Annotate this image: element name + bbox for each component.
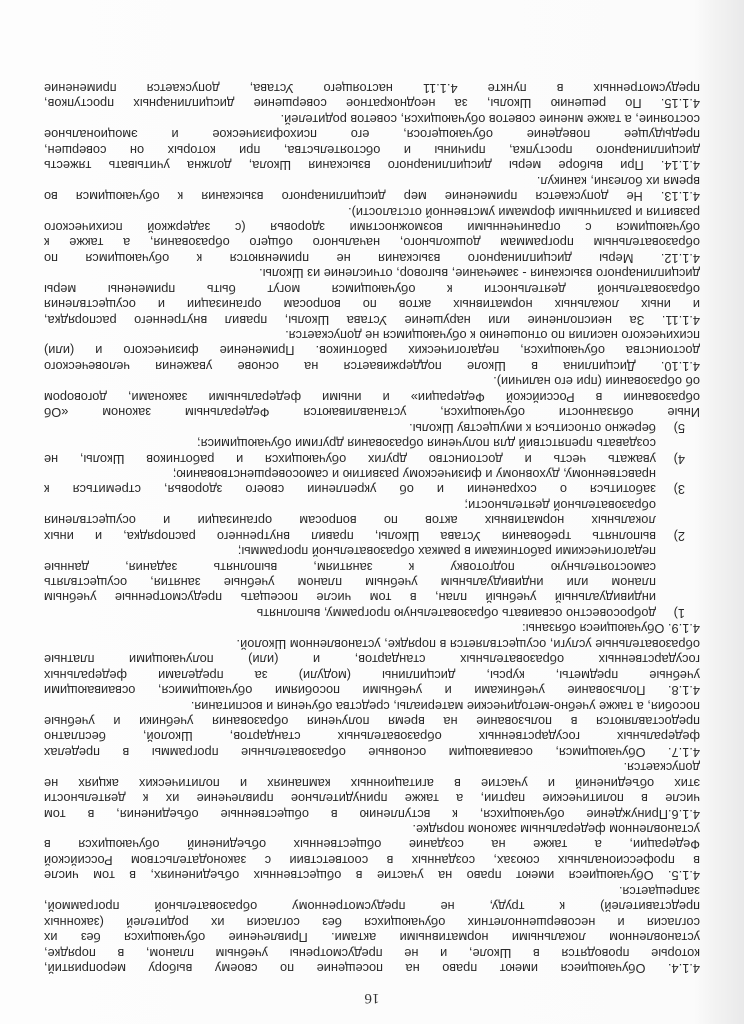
text-line: государственных образовательных стандартов, и (или) получающими платные [44, 652, 700, 668]
text-line [44, 528, 700, 543]
text-line: федеральных государственных образовательных стандартов, Школой, бесплатно [44, 729, 700, 745]
list-number: 2) [673, 528, 685, 544]
list-item-text: уважать честь и достоинство других обучающихся и работников Школы, не [44, 451, 656, 467]
text-line: 4.1.4. Обучающиеся имеют право на посещение по своему выбору мероприятий, [44, 961, 700, 976]
text-line: развития и различными формами умственной отсталости). [348, 204, 700, 220]
text-line: образовательные услуги, осуществляется в порядке, установленном Школой. [236, 636, 700, 652]
text-line: состояние, а также мнение советов обучающихся, советов родителей. [280, 111, 700, 127]
text-line: время их болезни, каникул. [536, 173, 700, 189]
text-line: образовательной деятельности к обучающимся могут быть применены меры [44, 281, 700, 297]
text-line: допускается. [623, 760, 700, 776]
text-line: педагогическими работниками в рамках образовательной программы; [237, 544, 656, 560]
text-line: и иных локальных нормативных актов по вопросам организации и осуществления [44, 297, 700, 313]
text-line: предыдущее поведение обучающегося, его психофизическое и эмоциональное [44, 127, 700, 143]
text-line: которые проводятся в Школе, и не предусмотрены учебным планом, в порядке, [44, 945, 700, 961]
text-line: пособия, а также учебно-методические материалы, средства обучения и воспитания. [190, 698, 700, 714]
list-item-text: бережно относиться к имуществу Школы. [409, 420, 656, 436]
text-line: 4.1.6.Принуждение обучающихся, к вступлению в общественные объединения, в том [44, 806, 700, 822]
text-line: дисциплинарного проступка, причины и обстоятельства, при которых он совершен, [44, 142, 700, 158]
text-line: образовательным программам дошкольного, начального общего образования, а также к [44, 235, 700, 251]
text-line: установленном локальными нормативными актами. Привлечение обучающихся без их [44, 930, 700, 946]
text-line: 4.1.10. Дисциплина в Школе поддерживается на основе уважения человеческого [44, 358, 700, 374]
text-line: индивидуальный учебный план, в том числе посещать предусмотренные учебным [44, 590, 656, 606]
text-line: создавать препятствий для получения образования другими обучающимися; [197, 436, 656, 452]
text-line: учебные предметы, курсы, дисциплины (модули) за пределами федеральных [44, 667, 700, 683]
list-number: 3) [673, 482, 685, 498]
list-item-text: выполнять требования Устава Школы, правил внутреннего распорядка, и иных [44, 528, 656, 544]
text-line: планом или индивидуальным учебным планом учебные занятия, осуществлять [44, 575, 656, 591]
text-line: образовательной деятельности; [464, 497, 656, 513]
text-line: 4.1.12. Меры дисциплинарного взыскания не применяются к обучающимся по [44, 250, 700, 266]
text-line: 4.1.7. Обучающимся, осваивающим основные образовательные программы в пределах [44, 744, 700, 760]
text-line: предоставляются в пользование на время получения образования учебники и учебные [44, 714, 700, 729]
list-item-text: заботиться о сохранении и об укреплении своего здоровья, стремиться к [44, 482, 656, 498]
page-number: 16 [364, 990, 380, 1006]
list-item-text: добросовестно осваивать образовательную программу, выполнять [256, 605, 656, 621]
text-line [44, 482, 700, 497]
list-number: 1) [673, 605, 685, 621]
text-line: обучающимся с ограниченными возможностями здоровья (с задержкой психического [44, 220, 700, 235]
text-line [44, 420, 700, 435]
text-line: этих объединений и участие в агитационных кампаниях и политических акциях не [44, 775, 700, 791]
text-line: установленном федеральным законом порядке. [412, 822, 700, 838]
text-line: психического насилия по отношению к обучающимся не допускается. [285, 328, 700, 344]
text-line: нравственному, духовному и физическому развитию и самосовершенствованию; [172, 467, 656, 482]
text-line: 4.1.15. По решению Школы, за неоднократное совершение дисциплинарных проступков, [44, 96, 700, 112]
text-line: 4.1.11. За неисполнение или нарушение Устава Школы, правил внутреннего распорядка, [44, 312, 700, 328]
text-line: достоинства обучающихся, педагогических работников. Применение физического и (или) [44, 343, 700, 359]
text-line [44, 451, 700, 466]
text-line: 4.1.14. При выборе меры дисциплинарного взыскания Школа, должна учитывать тяжесть [44, 158, 700, 174]
text-line: локальных нормативных актов по вопросам организации и осуществления [44, 513, 656, 529]
document-body [44, 81, 700, 976]
list-number: 4) [673, 451, 685, 467]
text-line: 4.1.8. Пользование учебниками и учебными пособиями обучающимися, осваивающими [44, 683, 700, 699]
text-line: Иные обязанности обучающихся, устанавливаются Федеральным законом «Об [44, 405, 700, 421]
text-line: представителей) к труду, не предусмотренному образовательной программой, [44, 899, 700, 915]
text-line: образовании в Российской Федерации» и иными федеральными законами, договором [44, 389, 700, 405]
text-line: предусмотренных в пункте 4.1.11 настоящего Устава, допускается применение [44, 81, 700, 97]
text-line: Федерации, а также на создание общественных объединений обучающихся в [44, 837, 700, 853]
text-line: об образовании (при его наличии). [493, 374, 700, 390]
text-line: 4.1.5. Обучающиеся имеют право на участие в общественных объединениях, в том числе [44, 868, 700, 884]
list-number: 5) [673, 420, 685, 436]
text-line: числе в политические партии, а также принудительное привлечение их к деятельности [44, 791, 700, 807]
text-line: 4.1.9. Обучающиеся обязаны: [522, 621, 700, 637]
text-line: согласия и несовершеннолетних обучающихся без согласия их родителей (законных [44, 914, 700, 930]
text-line: самостоятельную подготовку к занятиям, выполнять задания, данные [44, 559, 656, 575]
text-line: в профессиональных союзах, созданных в соответствии с законодательством Российской [44, 852, 700, 868]
text-line: дисциплинарного взыскания - замечание, выговор, отчисление из Школы. [259, 266, 700, 282]
text-line [44, 606, 700, 621]
text-line: 4.1.13. Не допускается применение мер дисциплинарного взыскания к обучающимся во [44, 189, 700, 205]
text-line: запрещается. [618, 883, 700, 899]
